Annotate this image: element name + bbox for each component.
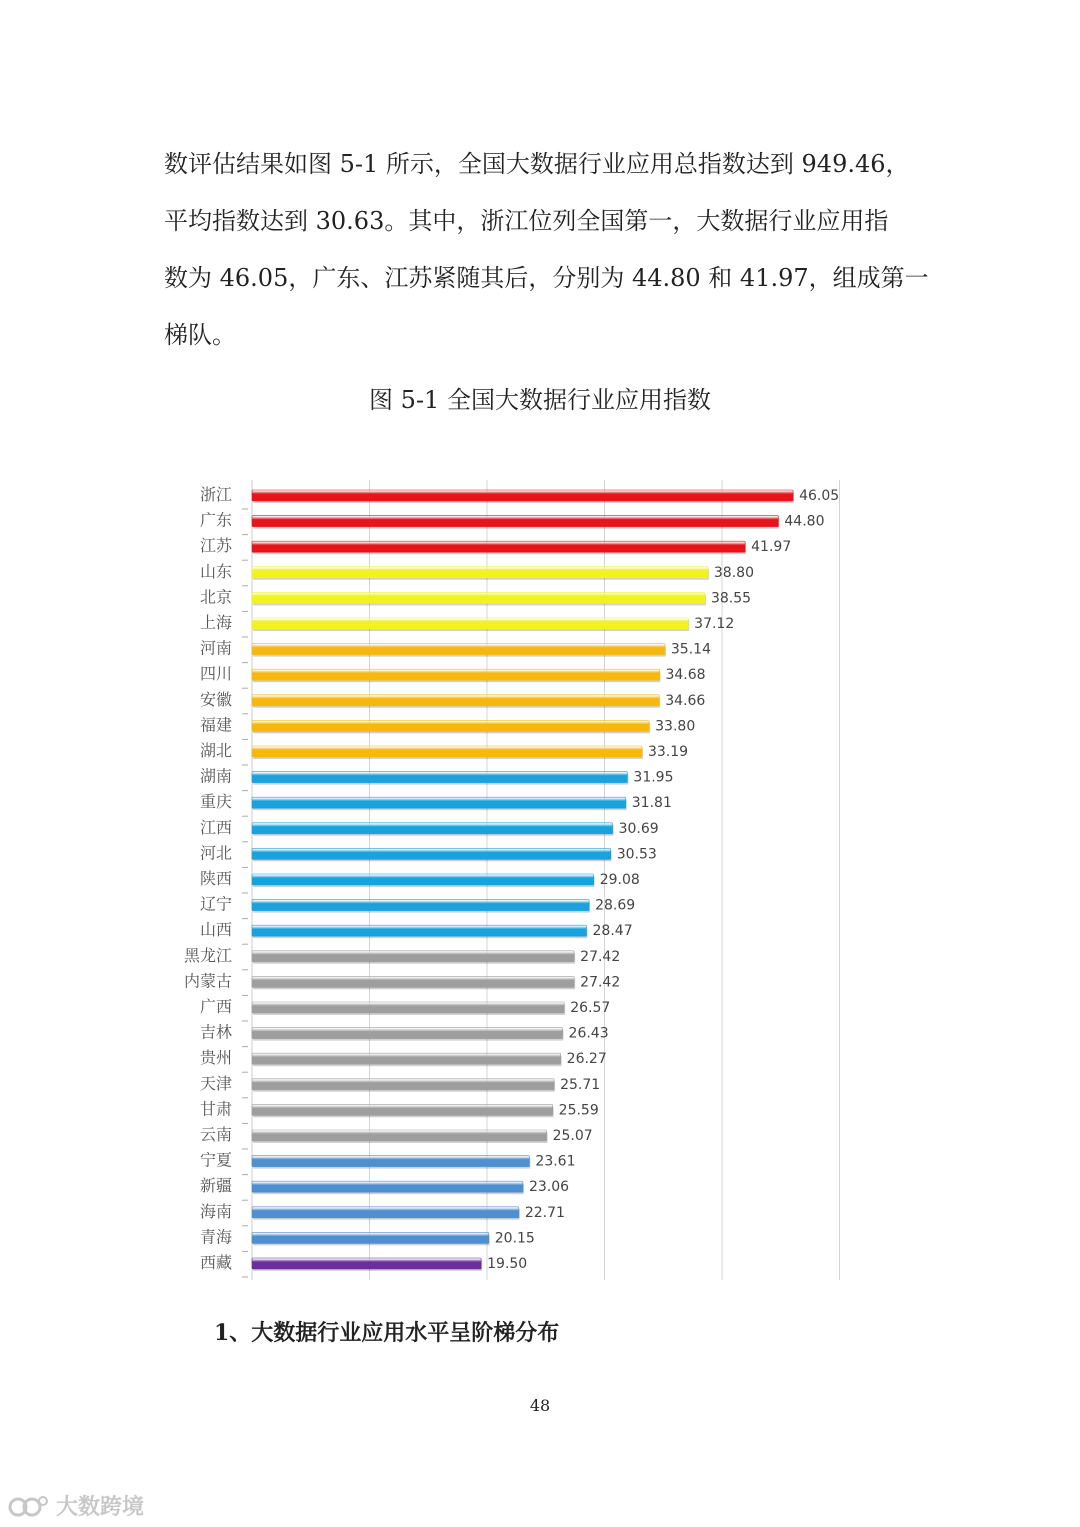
category-label: 内蒙古 xyxy=(183,971,232,991)
bar-chart xyxy=(160,470,860,1300)
figure-caption: 图 5-1 全国大数据行业应用指数 xyxy=(369,386,711,414)
bar xyxy=(252,951,574,962)
bar xyxy=(252,1232,489,1243)
bar xyxy=(252,1028,563,1039)
data-label: 31.95 xyxy=(633,769,674,786)
category-label: 新疆 xyxy=(199,1176,232,1196)
bar xyxy=(252,823,613,834)
data-label: 27.42 xyxy=(580,948,621,965)
category-label: 江西 xyxy=(199,817,232,837)
category-label: 山西 xyxy=(199,920,232,940)
category-label: 天津 xyxy=(199,1073,232,1093)
category-label: 湖北 xyxy=(199,741,232,760)
paragraph-line: 数为 46.05，广东、江苏紧随其后，分别为 44.80 和 41.97，组成第一 xyxy=(164,264,929,292)
category-label: 黑龙江 xyxy=(183,945,232,965)
data-label: 19.50 xyxy=(487,1256,528,1272)
bar xyxy=(252,1053,561,1064)
data-label: 33.80 xyxy=(655,718,696,735)
category-label: 广东 xyxy=(199,510,232,530)
bar xyxy=(252,695,659,706)
bar xyxy=(252,746,642,757)
bar xyxy=(252,516,778,527)
data-label: 37.12 xyxy=(694,616,735,632)
bar xyxy=(252,541,745,552)
category-label: 宁夏 xyxy=(199,1150,232,1170)
data-label: 30.69 xyxy=(618,820,659,837)
section-heading: 1、大数据行业应用水平呈阶梯分布 xyxy=(214,1320,560,1346)
category-label: 甘肃 xyxy=(199,1099,232,1119)
bar xyxy=(252,1258,481,1269)
data-label: 46.05 xyxy=(799,488,840,504)
bar xyxy=(252,567,708,578)
category-label: 上海 xyxy=(199,613,232,632)
data-label: 30.53 xyxy=(616,846,657,863)
category-label: 贵州 xyxy=(199,1048,232,1068)
body-paragraph xyxy=(164,136,929,364)
bar xyxy=(252,644,665,655)
category-label: 河北 xyxy=(199,843,232,863)
data-label: 27.42 xyxy=(580,974,621,991)
category-label: 福建 xyxy=(199,715,232,735)
bar xyxy=(252,1207,519,1218)
data-label: 25.71 xyxy=(560,1076,601,1093)
bar xyxy=(252,720,649,731)
bar xyxy=(252,874,594,885)
category-label: 辽宁 xyxy=(199,894,232,914)
data-label: 22.71 xyxy=(524,1204,565,1221)
data-label: 25.59 xyxy=(558,1102,599,1119)
category-label: 湖南 xyxy=(199,766,232,786)
category-label: 青海 xyxy=(199,1227,232,1247)
data-label: 34.66 xyxy=(665,692,706,709)
data-label: 33.19 xyxy=(647,744,689,760)
data-label: 38.55 xyxy=(710,590,752,607)
data-label: 29.08 xyxy=(599,872,640,888)
category-label: 重庆 xyxy=(199,792,232,812)
bar xyxy=(252,848,611,859)
watermark-text: 大数跨境 xyxy=(56,1495,145,1520)
data-label: 41.97 xyxy=(751,539,792,556)
bar xyxy=(252,490,793,501)
bar xyxy=(252,1156,529,1167)
category-label: 江苏 xyxy=(199,536,232,556)
paragraph-line: 梯队。 xyxy=(164,321,236,349)
category-label: 河南 xyxy=(199,638,232,658)
category-label: 安徽 xyxy=(199,689,232,709)
data-label: 28.47 xyxy=(592,923,633,940)
category-label: 浙江 xyxy=(199,485,232,504)
bar xyxy=(252,925,587,936)
data-label: 25.07 xyxy=(552,1128,593,1144)
data-label: 31.81 xyxy=(631,795,672,812)
category-label: 海南 xyxy=(199,1201,232,1221)
data-label: 44.80 xyxy=(784,513,825,530)
data-label: 23.06 xyxy=(528,1179,570,1196)
category-label: 北京 xyxy=(199,587,232,607)
data-label: 23.61 xyxy=(535,1153,576,1170)
category-label: 吉林 xyxy=(199,1022,232,1042)
data-label: 26.57 xyxy=(570,1000,611,1016)
bar xyxy=(252,1181,523,1192)
category-label: 陕西 xyxy=(199,869,232,888)
page-number: 48 xyxy=(529,1396,551,1415)
category-label: 西藏 xyxy=(199,1253,232,1272)
data-label: 35.14 xyxy=(670,641,711,658)
bar xyxy=(252,592,705,603)
data-label: 26.43 xyxy=(568,1025,609,1042)
bar xyxy=(252,797,626,808)
bar xyxy=(252,900,589,911)
data-label: 28.69 xyxy=(595,897,636,914)
bar xyxy=(252,618,688,629)
bar xyxy=(252,976,574,987)
bar xyxy=(252,669,659,680)
data-label: 20.15 xyxy=(494,1230,535,1247)
bar xyxy=(252,1002,564,1013)
category-label: 四川 xyxy=(199,664,232,684)
paragraph-line: 平均指数达到 30.63。其中，浙江位列全国第一，大数据行业应用指 xyxy=(164,207,889,235)
data-label: 38.80 xyxy=(713,564,754,581)
paragraph-line: 数评估结果如图 5-1 所示，全国大数据行业应用总指数达到 949.46， xyxy=(164,150,910,178)
watermark-logo-icon xyxy=(8,1493,50,1519)
bar xyxy=(252,1130,547,1141)
bar xyxy=(252,1104,553,1115)
data-label: 26.27 xyxy=(566,1051,607,1068)
data-label: 34.68 xyxy=(665,667,706,684)
category-label: 山东 xyxy=(199,561,232,581)
bar xyxy=(252,772,627,783)
category-label: 云南 xyxy=(199,1125,232,1144)
category-label: 广西 xyxy=(199,997,232,1016)
watermark xyxy=(8,1490,144,1521)
bar xyxy=(252,1079,554,1090)
